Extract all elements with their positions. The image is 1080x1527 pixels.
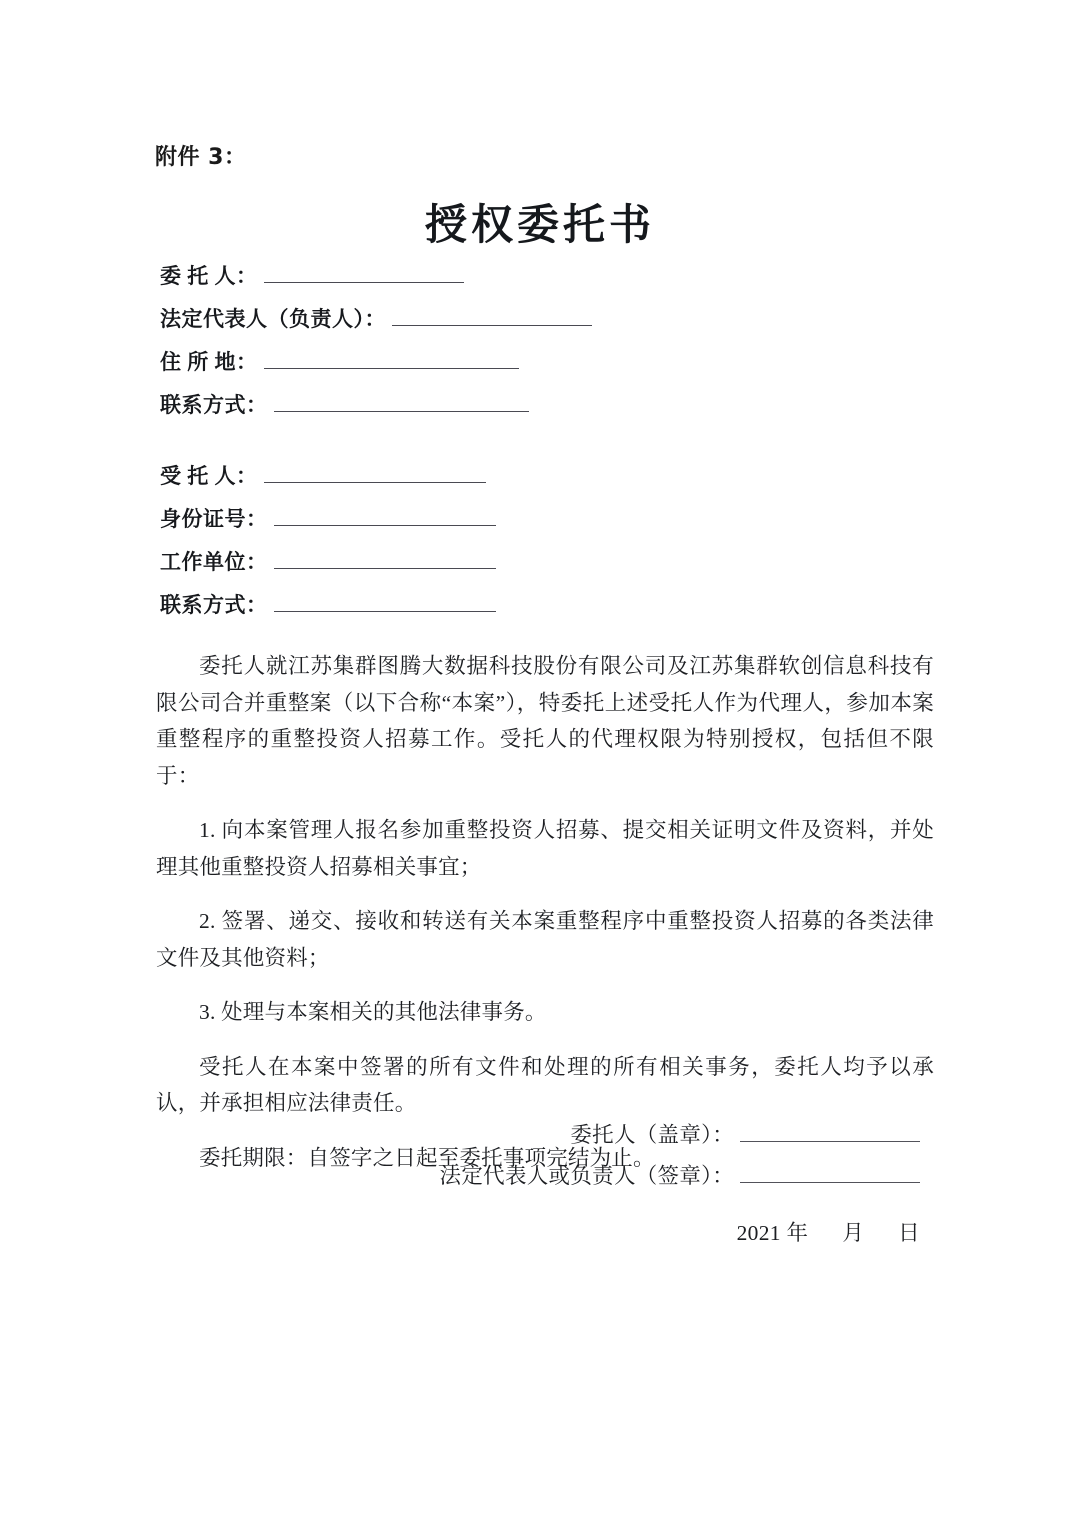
- page-title: 授权委托书: [424, 203, 655, 249]
- agent-field-label-1: 身份证号：: [160, 507, 268, 531]
- body-paragraph-2: 受托人在本案中签署的所有文件和处理的所有相关事务，委托人均予以承认，并承担相应法律责任。: [156, 1054, 934, 1115]
- principal-field-row-2: [160, 346, 592, 389]
- agent-field-input-3[interactable]: [274, 593, 496, 612]
- body-item-2: 2. 签署、递交、接收和转送有关本案重整程序中重整投资人招募的各类法律文件及其他资料；: [156, 909, 934, 970]
- principal-field-input-0[interactable]: [264, 264, 464, 283]
- agent-field-input-0[interactable]: [264, 464, 486, 483]
- body-paragraph-1: 委托人就江苏集群图腾大数据科技股份有限公司及江苏集群软创信息科技有限公司合并重整案（以下合称“本案”），特委托上述受托人作为代理人，参加本案重整程序的重整投资人招募工作。受托人的代理权限为特别授权，包括但不限于：: [156, 654, 934, 788]
- agent-field-row-1: [160, 503, 496, 546]
- principal-field-label-0: 委 托 人：: [160, 264, 258, 288]
- agent-field-label-2: 工作单位：: [160, 550, 268, 574]
- body-text: [156, 648, 934, 1176]
- principal-field-row-3: [160, 389, 592, 432]
- principal-field-row-0: [160, 260, 592, 303]
- signature-block: [0, 1118, 1080, 1247]
- agent-fields-block: [160, 460, 496, 632]
- principal-seal-label: 委托人（盖章）：: [570, 1123, 734, 1147]
- agent-field-input-2[interactable]: [274, 550, 496, 569]
- principal-field-input-3[interactable]: [274, 393, 529, 412]
- principal-seal-row: [0, 1118, 1080, 1159]
- principal-field-input-1[interactable]: [392, 307, 592, 326]
- principal-field-label-2: 住 所 地：: [160, 350, 258, 374]
- principal-field-input-2[interactable]: [264, 350, 519, 369]
- principal-field-row-1: [160, 303, 592, 346]
- principal-seal-rule[interactable]: [740, 1124, 920, 1142]
- date-line: 2021 年 月 日: [736, 1221, 920, 1245]
- agent-field-label-0: 受 托 人：: [160, 464, 258, 488]
- principal-field-label-1: 法定代表人（负责人）：: [160, 307, 386, 331]
- body-paragraph-3: 委托期限：自签字之日起至委托事项完结为止。: [199, 1145, 655, 1170]
- legal-rep-sign-label: 法定代表人或负责人（签章）：: [439, 1164, 734, 1188]
- agent-field-row-3: [160, 589, 496, 632]
- agent-field-row-2: [160, 546, 496, 589]
- legal-rep-sign-row: [0, 1159, 1080, 1200]
- legal-rep-sign-rule[interactable]: [740, 1165, 920, 1183]
- attachment-label: 附件 3：: [155, 145, 247, 170]
- body-item-3: 3. 处理与本案相关的其他法律事务。: [199, 1000, 547, 1024]
- principal-field-label-3: 联系方式：: [160, 393, 268, 417]
- body-item-1: 1. 向本案管理人报名参加重整投资人招募、提交相关证明文件及资料，并处理其他重整投资人招募相关事宜；: [156, 818, 934, 879]
- agent-field-input-1[interactable]: [274, 507, 496, 526]
- principal-fields-block: [160, 260, 592, 432]
- agent-field-label-3: 联系方式：: [160, 593, 268, 617]
- agent-field-row-0: [160, 460, 496, 503]
